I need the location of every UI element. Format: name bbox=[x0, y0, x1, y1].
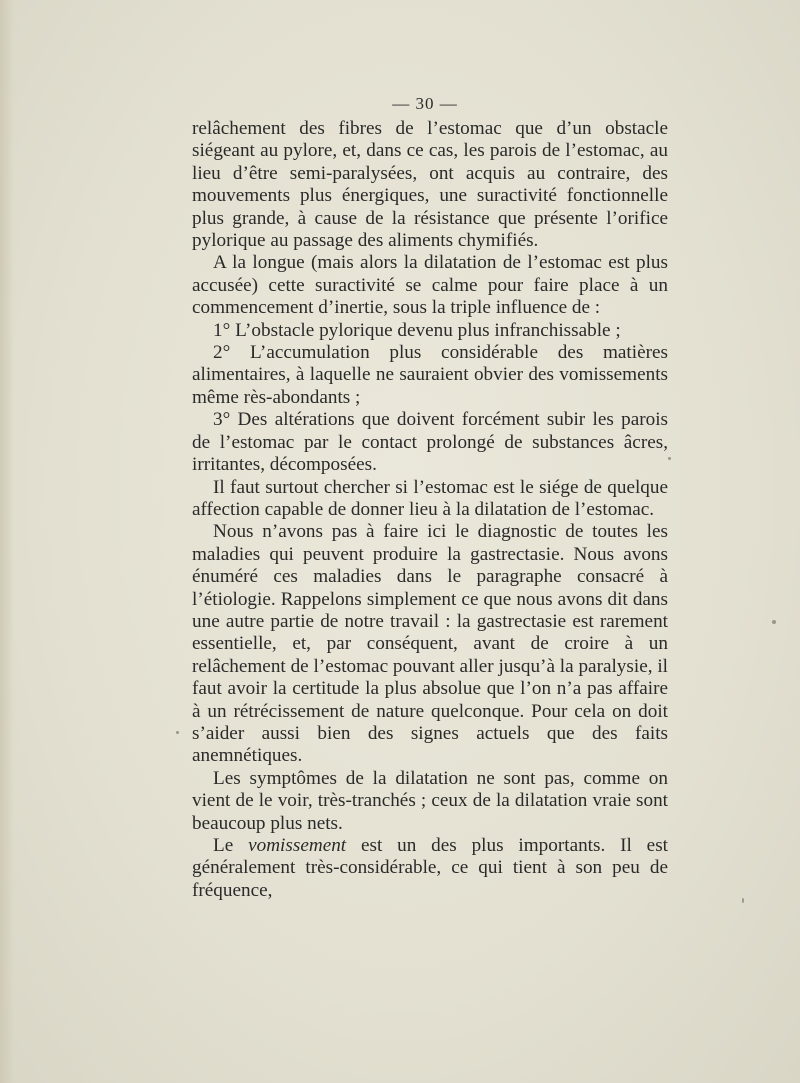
body-text bbox=[192, 118, 668, 902]
paragraph: Nous n’avons pas à faire ici le diagnostic de toutes les maladies qui peuvent produire la gastrectasie. Nous avons énuméré ces maladies dans le paragraphe consacré à l’étiologie. Rappelons simplement ce que nous avons dit dans une autre partie de notre travail : la gastrectasie est rarement essentielle, et, par conséquent, avant de croire à un relâchement de l’estomac pouvant aller jusqu’à la paralysie, il faut avoir la certitude la plus absolue que l’on n’a pas affaire à un rétrécissement de nature quelconque. Pour cela on doit s’aider aussi bien des signes actuels que des faits anemnétiques. bbox=[192, 521, 668, 767]
paper-speck bbox=[742, 898, 744, 903]
paragraph: 3° Des altérations que doivent forcément subir les parois de l’estomac par le contact prolongé de substances âcres, irritantes, décomposées. bbox=[192, 409, 668, 476]
paper-speck bbox=[772, 620, 776, 624]
paragraph: A la longue (mais alors la dilatation de l’estomac est plus accusée) cette suractivité se calme pour faire place à un commencement d’inertie, sous la triple influence de : bbox=[192, 252, 668, 319]
page-number: — 30 — bbox=[392, 94, 458, 113]
paragraph: Les symptômes de la dilatation ne sont pas, comme on vient de le voir, très-tranchés ; ceux de la dilatation vraie sont beaucoup plus nets. bbox=[192, 767, 668, 834]
paper-speck bbox=[176, 731, 179, 734]
paragraph: 2° L’accumulation plus considérable des matières alimentaires, à laquelle ne sauraient obvier des vomissements même rès-abondants ; bbox=[192, 342, 668, 408]
paragraph: 1° L’obstacle pylorique devenu plus infranchissable ; bbox=[213, 319, 621, 341]
page-edge-shadow bbox=[0, 0, 14, 1083]
emphasis-vomissement: vomissement bbox=[248, 835, 347, 856]
paragraph-last bbox=[192, 835, 668, 902]
paragraph-rest: est un des plus importants. Il est généralement très-considérable, ce qui tient à son peu de fréquence, bbox=[192, 835, 669, 901]
paper-speck bbox=[668, 457, 671, 460]
paragraph: relâchement des fibres de l’estomac que d’un obstacle siégeant au pylore, et, dans ce cas, les parois de l’estomac, au lieu d’être semi-paralysées, ont acquis au contraire, des mouvements plus énergiques, une suractivité fonctionnelle plus grande, à cause de la résistance que présente l’orifice pylorique au passage des aliments chymifiés. bbox=[192, 118, 668, 252]
paragraph: Il faut surtout chercher si l’estomac est le siége de quelque affection capable de donner lieu à la dilatation de l’estomac. bbox=[192, 476, 668, 520]
paragraph-lead: Le bbox=[213, 835, 249, 856]
